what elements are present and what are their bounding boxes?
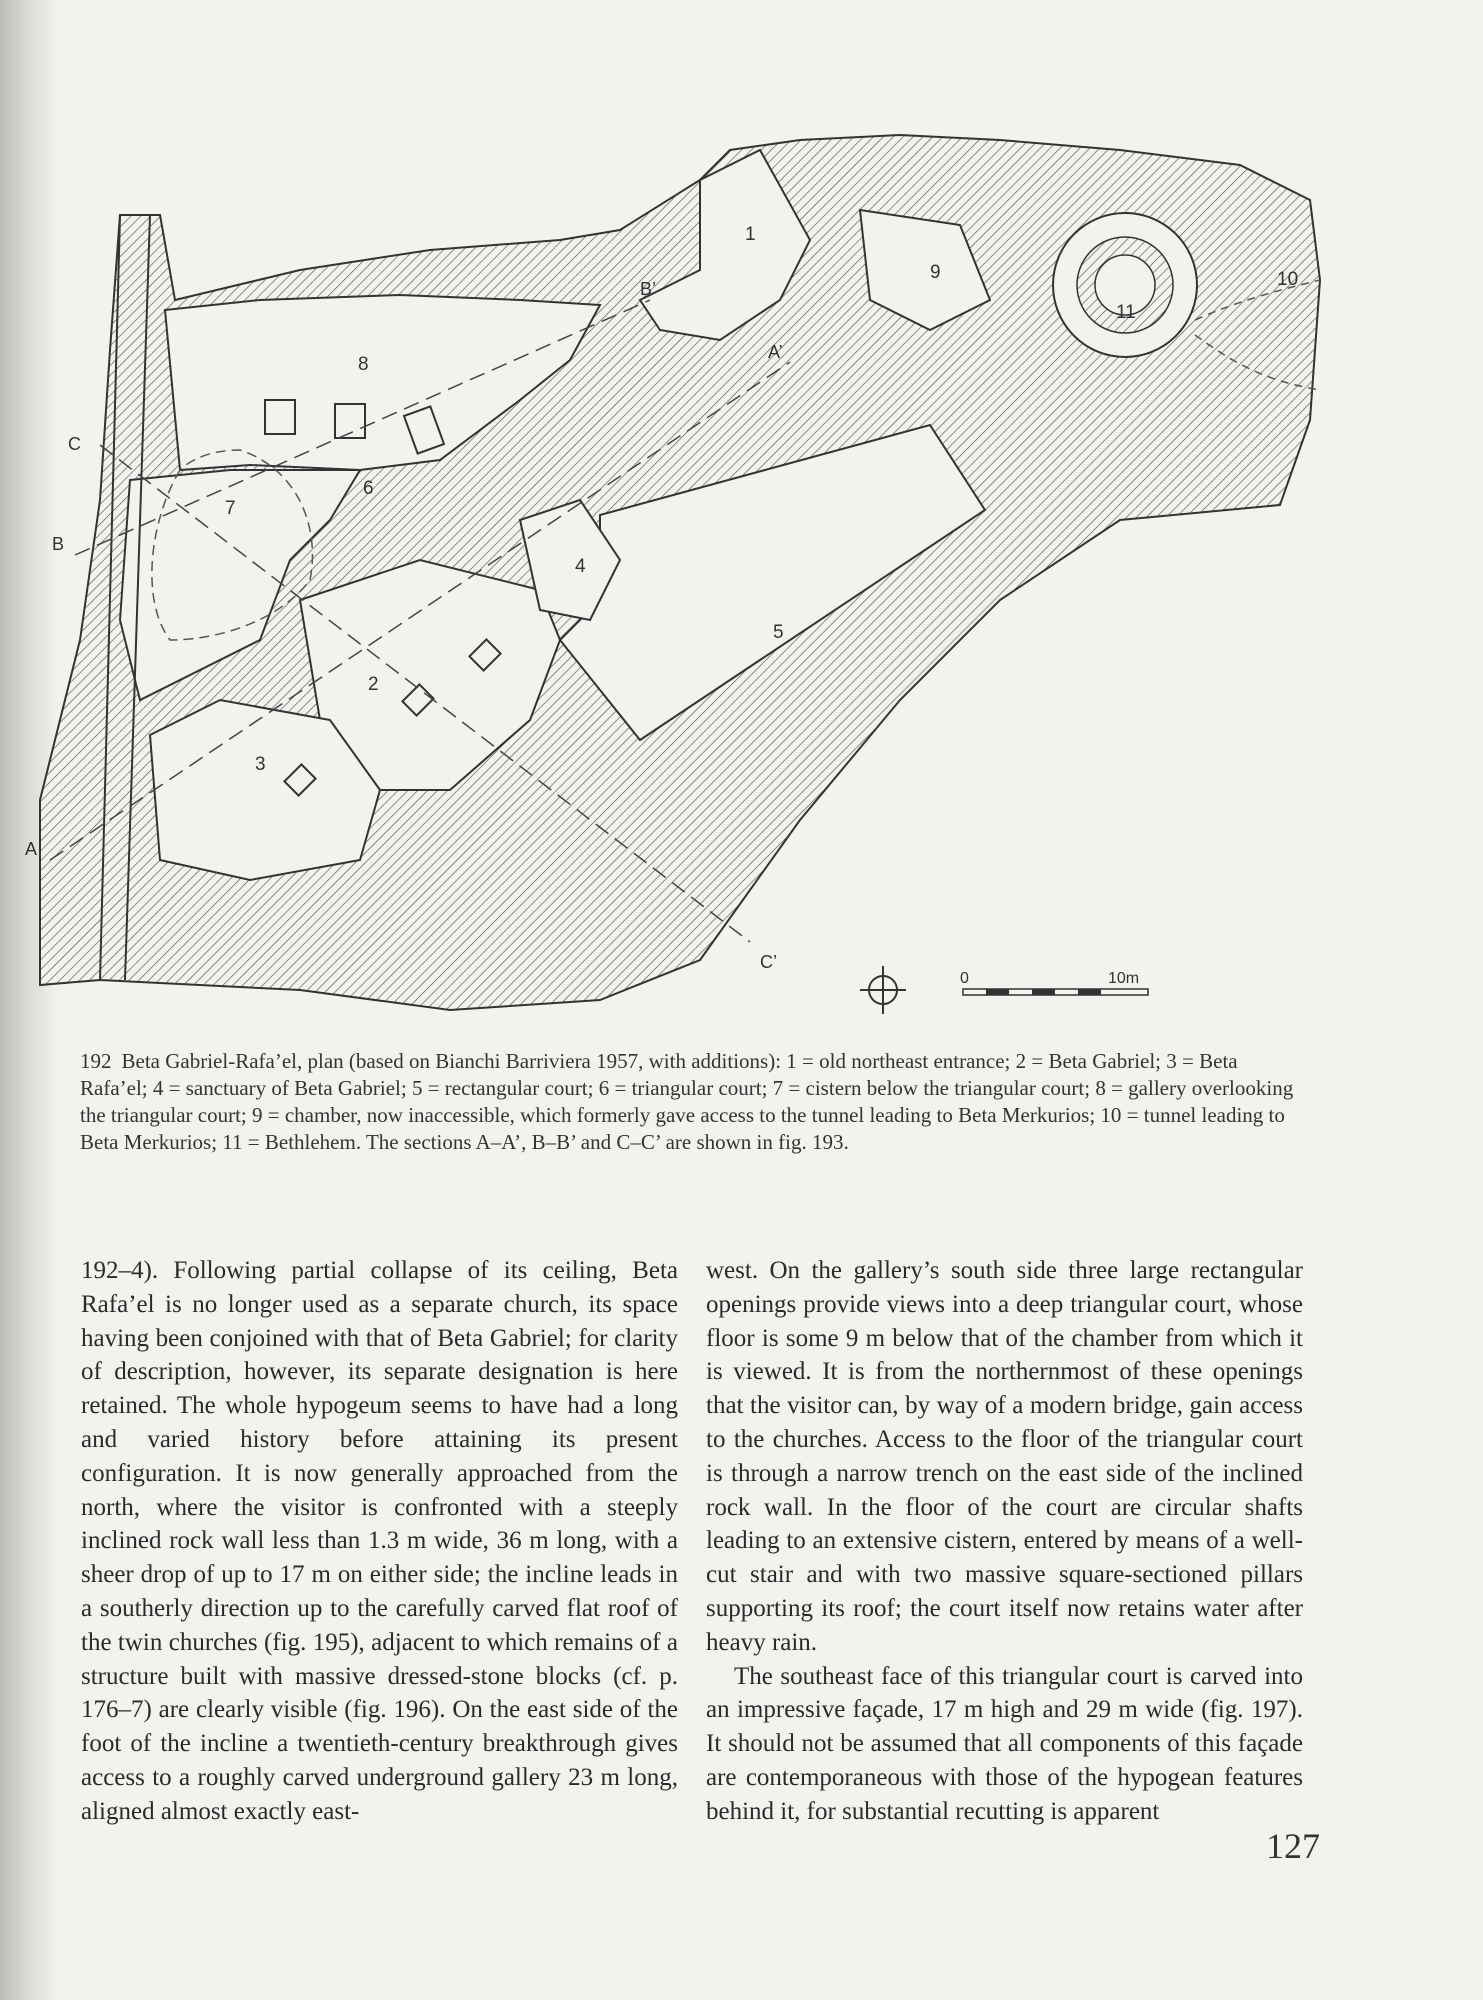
body-column-right [706, 1254, 1303, 1829]
section-a: A [25, 839, 38, 859]
label-2: 2 [368, 674, 379, 695]
page-number: 127 [1266, 1826, 1320, 1866]
right-paragraph-1: west. On the gallery’s south side three large rectangular openings provide views into a deep triangular court, whose floor is some 9 m below that of the chamber from which it is viewed. It is from the northernmost of these openings that the visitor can, by way of a modern bridge, gain access to the churches. Access to the floor of the triangular court is through a narrow trench on the east side of the inclined rock wall. In the floor of the court are circular shafts leading to an extensive cistern, entered by means of a well-cut stair and with two massive square-sectioned pillars supporting its roof; the court itself now retains water after heavy rain. [706, 1257, 1303, 1656]
left-paragraph: 192–4). Following partial collapse of its ceiling, Beta Rafa’el is no longer used as a separate church, its space having been conjoined with that of Beta Gabriel; for clarity of description, however, its separate designation is here retained. The whole hypogeum seems to have had a long and varied history before attaining its present configuration. It is now generally approached from the north, where the visitor is confronted with a steeply inclined rock wall less than 1.3 m wide, 36 m long, with a sheer drop of up to 17 m on either side; the incline leads in a southerly direction up to the carefully carved flat roof of the twin churches (fig. 195), adjacent to which remains of a structure built with massive dressed-stone blocks (cf. p. 176–7) are clearly visible (fig. 196). On the east side of the foot of the incline a twentieth-century breakthrough gives access to a roughly carved underground gallery 23 m long, aligned almost exactly east- [81, 1257, 678, 1825]
label-11: 11 [1116, 302, 1136, 323]
scale-end: 10m [1108, 970, 1140, 987]
section-c-prime: C’ [760, 952, 777, 972]
caption-text: Beta Gabriel-Rafa’el, plan (based on Bianchi Barriviera 1957, with additions): 1 = old northeast entrance; 2 = Beta Gabriel; 3 = Beta Rafa’el; 4 = sanctuary of Beta Gabriel; 5 = rectangular court; 6 = triangular court; 7 = cistern below the triangular court; 8 = gallery overlooking the triangular court; 9 = chamber, now inaccessible, which formerly gave access to the tunnel leading to Beta Merkurios; 10 = tunnel leading to Beta Merkurios; 11 = Bethlehem. The sections A–A’, B–B’ and C–C’ are shown in fig. 193. [80, 1049, 1294, 1154]
caption-number: 192 [80, 1049, 112, 1073]
label-9: 9 [930, 262, 941, 283]
label-3: 3 [255, 754, 266, 775]
label-10: 10 [1277, 269, 1299, 290]
section-b: B [52, 534, 65, 554]
section-b-prime: B’ [640, 279, 657, 299]
site-plan-figure [0, 130, 1483, 1050]
right-paragraph-2: The southeast face of this triangular court is carved into an impressive façade, 17 m high and 29 m wide (fig. 197). It should not be assumed that all components of this façade are contemporaneous with those of the hypogean features behind it, for substantial recutting is apparent [706, 1662, 1303, 1825]
label-1: 1 [745, 224, 756, 245]
label-8: 8 [358, 354, 369, 375]
label-6: 6 [363, 478, 374, 499]
scale-bar [960, 970, 1148, 995]
north-symbol [860, 966, 906, 1014]
label-7: 7 [225, 498, 236, 519]
scale-start: 0 [960, 970, 969, 987]
label-4: 4 [575, 556, 586, 577]
body-column-left [81, 1254, 678, 1829]
label-5: 5 [773, 622, 784, 643]
section-a-prime: A’ [768, 342, 783, 362]
figure-caption [80, 1048, 1300, 1156]
section-c: C [68, 434, 81, 454]
